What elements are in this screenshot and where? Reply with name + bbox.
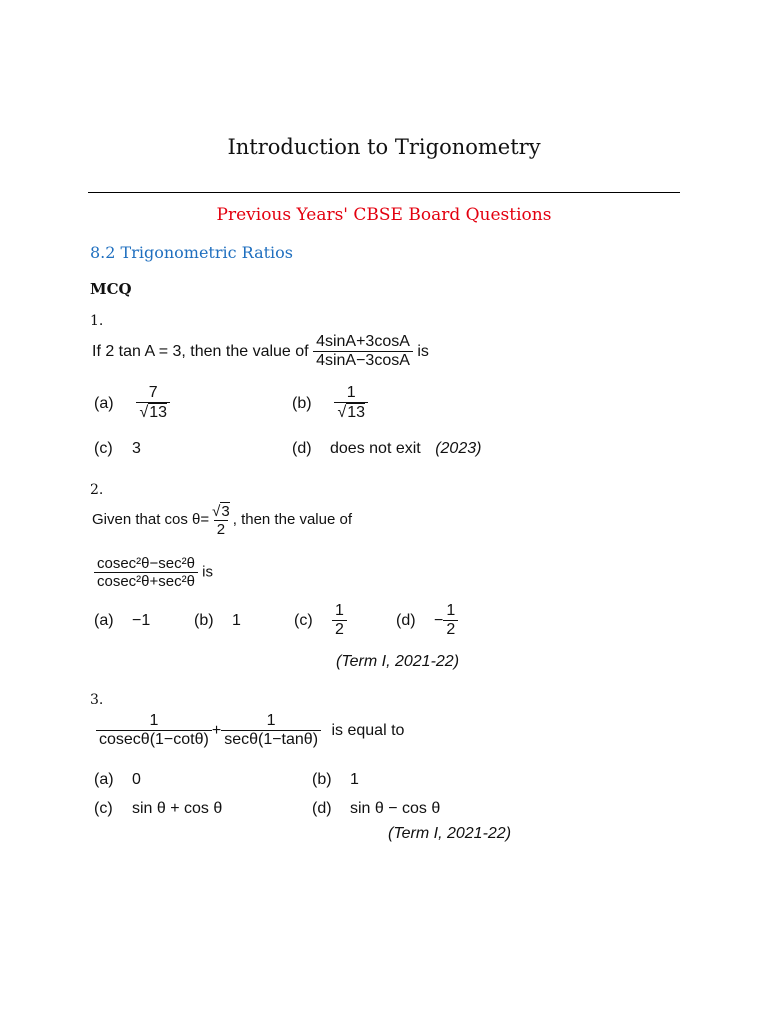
question-2-suffix: is [202, 563, 213, 581]
option-b-numerator: 1 [346, 384, 356, 401]
question-1-option-d [292, 440, 481, 458]
question-2-stem [92, 502, 352, 539]
question-3-year: (Term I, 2021-22) [388, 825, 512, 842]
option-a-numerator: 7 [148, 384, 158, 401]
option-b-fraction [334, 384, 368, 423]
option-label: (a) [94, 394, 114, 412]
question-1-fraction [313, 333, 413, 371]
question-2-text-pre: Given that cos θ= [92, 511, 210, 529]
option-d-numerator: 1 [446, 602, 456, 619]
question-2-option-d [396, 602, 458, 640]
option-a-denominator: √13 [136, 402, 170, 422]
option-d-text: sin θ − cos θ [350, 800, 441, 817]
question-1-option-c [94, 440, 141, 458]
question-3-option-a [94, 771, 141, 789]
question-1-suffix: is [417, 343, 429, 361]
option-b-text: 1 [232, 612, 241, 629]
option-label: (a) [94, 771, 114, 788]
option-d-denominator: 2 [443, 620, 458, 639]
option-label: (b) [292, 394, 312, 412]
question-1-year: (2023) [435, 440, 482, 457]
question-2-option-c [294, 602, 347, 640]
question-1-numerator: 4sinA+3cosA [316, 333, 410, 350]
plus-sign: + [211, 722, 222, 740]
option-c-denominator: 2 [332, 620, 347, 639]
question-1-number: 1. [90, 313, 104, 329]
option-a-fraction [136, 384, 170, 423]
page-title: Introduction to Trigonometry [227, 135, 541, 159]
question-3-suffix: is equal to [331, 722, 405, 740]
option-label: (c) [94, 440, 113, 457]
option-d-fraction [443, 602, 458, 640]
question-1-stem [92, 333, 429, 371]
option-d-text: does not exit [330, 440, 421, 457]
mcq-heading: MCQ [90, 280, 132, 298]
question-2-given-denominator: 2 [214, 520, 228, 538]
option-label: (c) [294, 612, 313, 630]
option-c-fraction [332, 602, 347, 640]
option-label: (d) [312, 800, 332, 817]
question-2-option-a [94, 612, 150, 630]
title-divider [88, 192, 680, 193]
option-label: (a) [94, 612, 114, 629]
section-heading: 8.2 Trigonometric Ratios [90, 243, 294, 262]
question-2-denominator: cosec²θ+sec²θ [94, 572, 198, 590]
option-label: (d) [396, 612, 416, 630]
option-c-text: 3 [132, 440, 141, 457]
option-label: (d) [292, 440, 312, 457]
option-d-sign: − [434, 612, 444, 630]
question-2-number: 2. [90, 482, 104, 498]
question-2-year: (Term I, 2021-22) [336, 653, 460, 670]
option-label: (b) [194, 612, 214, 629]
question-2-text-post: , then the value of [232, 511, 352, 529]
question-1-option-a [94, 384, 170, 423]
question-3-option-d [312, 800, 440, 818]
option-b-radicand: 13 [347, 404, 366, 422]
question-3-fraction-2-denominator: secθ(1−tanθ) [221, 730, 321, 749]
question-3-option-b [312, 771, 359, 789]
option-label: (b) [312, 771, 332, 788]
question-3-fraction-2 [221, 712, 321, 750]
question-3-fraction-1-denominator: cosecθ(1−cotθ) [96, 730, 212, 749]
question-1-option-b [292, 384, 368, 423]
question-2-option-b [194, 612, 241, 630]
question-1-denominator: 4sinA−3cosA [313, 351, 413, 370]
question-1-text: If 2 tan A = 3, then the value of [92, 343, 309, 361]
option-a-text: −1 [132, 612, 151, 629]
question-2-given-fraction [209, 502, 233, 539]
question-2-fraction [94, 555, 198, 591]
question-3-fraction-1 [96, 712, 212, 750]
subtitle: Previous Years' CBSE Board Questions [216, 205, 552, 225]
option-b-denominator: √13 [334, 402, 368, 422]
question-2-given-radicand: 3 [221, 503, 230, 520]
question-2-given-numerator: √3 [212, 503, 230, 520]
option-a-text: 0 [132, 771, 141, 788]
question-3-option-c [94, 800, 222, 818]
option-b-text: 1 [350, 771, 359, 788]
option-label: (c) [94, 800, 113, 817]
question-3-fraction-1-numerator: 1 [149, 712, 159, 729]
option-c-numerator: 1 [335, 602, 344, 619]
question-3-number: 3. [90, 692, 104, 708]
option-c-text: sin θ + cos θ [132, 800, 223, 817]
question-3-stem [96, 712, 404, 750]
question-3-fraction-2-numerator: 1 [266, 712, 276, 729]
question-2-numerator: cosec²θ−sec²θ [97, 555, 195, 572]
option-a-radicand: 13 [149, 404, 168, 422]
question-2-expression [94, 555, 213, 591]
